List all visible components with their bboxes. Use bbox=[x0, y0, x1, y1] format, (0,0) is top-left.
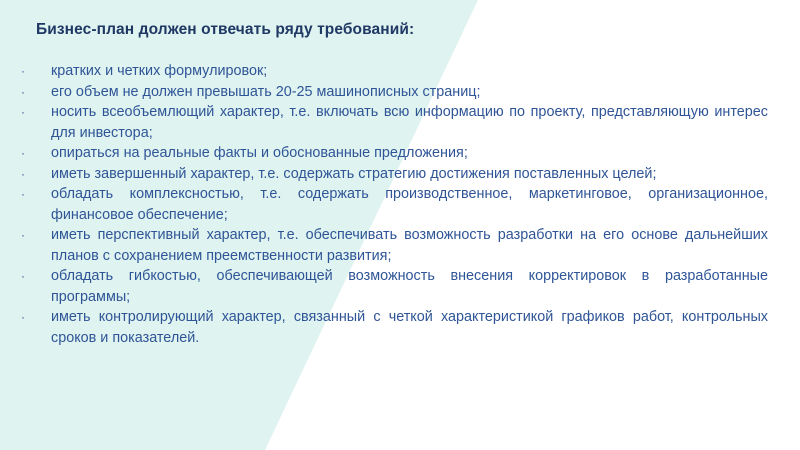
list-item bbox=[0, 184, 800, 225]
bullet-icon: · bbox=[21, 187, 25, 201]
list-item bbox=[0, 61, 800, 82]
list-item bbox=[0, 102, 800, 143]
bullet-icon: · bbox=[21, 269, 25, 283]
requirements-list bbox=[0, 61, 800, 348]
list-item-text: носить всеобъемлющий характер, т.е. включать всю информацию по проекту, представляющую интерес для инвестора; bbox=[51, 104, 768, 141]
bullet-icon: · bbox=[21, 228, 25, 242]
list-item-text: опираться на реальные факты и обоснованные предложения; bbox=[51, 145, 468, 161]
list-item bbox=[0, 82, 800, 103]
bullet-icon: · bbox=[21, 146, 25, 160]
bullet-icon: · bbox=[21, 64, 25, 78]
list-item bbox=[0, 225, 800, 266]
list-item-text: иметь завершенный характер, т.е. содержать стратегию достижения поставленных целей; bbox=[51, 165, 657, 182]
list-item-text: обладать гибкостью, обеспечивающей возможность внесения корректировок в разработанные программы; bbox=[51, 268, 768, 305]
list-item bbox=[0, 307, 800, 348]
list-item bbox=[0, 164, 800, 185]
list-item-text: иметь контролирующий характер, связанный с четкой характеристикой графиков работ, контрольных сроков и показателей. bbox=[51, 309, 768, 346]
list-item bbox=[0, 266, 800, 307]
bullet-icon: · bbox=[21, 166, 25, 181]
list-item-text: обладать комплексностью, т.е. содержать производственное, маркетинговое, организационное, финансовое обеспечение; bbox=[51, 186, 768, 223]
slide-title: Бизнес-план должен отвечать ряду требований: bbox=[36, 21, 415, 38]
list-item-text: его объем не должен превышать 20-25 машинописных страниц; bbox=[51, 83, 481, 100]
bullet-icon: · bbox=[21, 105, 25, 119]
bullet-icon: · bbox=[21, 84, 25, 99]
list-item bbox=[0, 143, 800, 164]
list-item-text: кратких и четких формулировок; bbox=[51, 63, 268, 79]
bullet-icon: · bbox=[21, 310, 25, 324]
list-item-text: иметь перспективный характер, т.е. обеспечивать возможность разработки на его основе дальнейших планов с сохранением преемственности развития; bbox=[51, 227, 768, 264]
